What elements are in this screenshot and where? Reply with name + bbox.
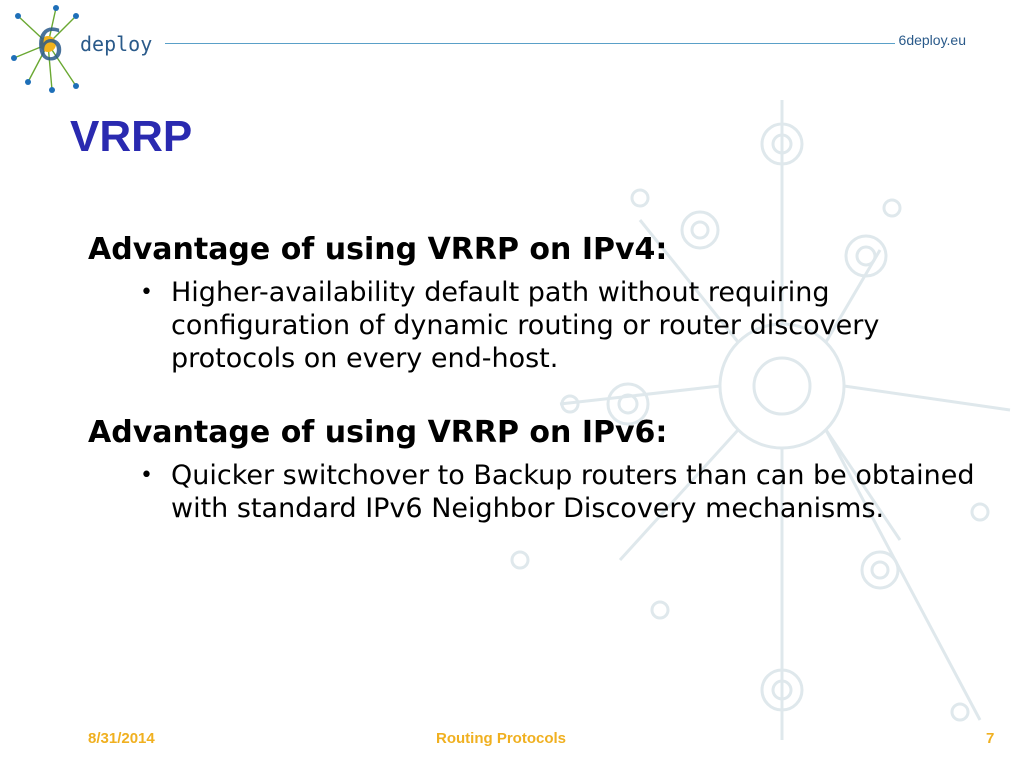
site-url: 6deploy.eu — [898, 32, 966, 48]
bullet-item — [88, 276, 988, 375]
logo-wordmark: deploy — [80, 32, 153, 56]
section-ipv4 — [88, 232, 988, 375]
slide-header — [0, 0, 1024, 100]
6deploy-logo — [8, 2, 178, 94]
slide-title: VRRP — [70, 112, 193, 161]
bullet-text: Quicker switchover to Backup routers than can be obtained with standard IPv6 Neighbor Discovery mechanisms. — [171, 460, 975, 524]
bullet-text: Higher-availability default path without requiring configuration of dynamic routing or router discovery protocols on every end-host. — [171, 277, 880, 374]
section-ipv6 — [88, 415, 988, 525]
page-number: 7 — [986, 730, 995, 747]
slide-content — [88, 232, 988, 565]
section-heading: Advantage of using VRRP on IPv4: — [88, 232, 668, 267]
logo-digit: 6 — [36, 20, 64, 71]
bullet-item — [88, 459, 988, 525]
footer-date: 8/31/2014 — [88, 730, 155, 747]
header-divider — [165, 43, 895, 44]
bullet-dot-icon: • — [140, 280, 153, 305]
section-heading: Advantage of using VRRP on IPv6: — [88, 415, 668, 450]
footer-title: Routing Protocols — [436, 730, 566, 747]
bullet-dot-icon: • — [140, 463, 153, 488]
slide-footer — [0, 730, 1024, 754]
